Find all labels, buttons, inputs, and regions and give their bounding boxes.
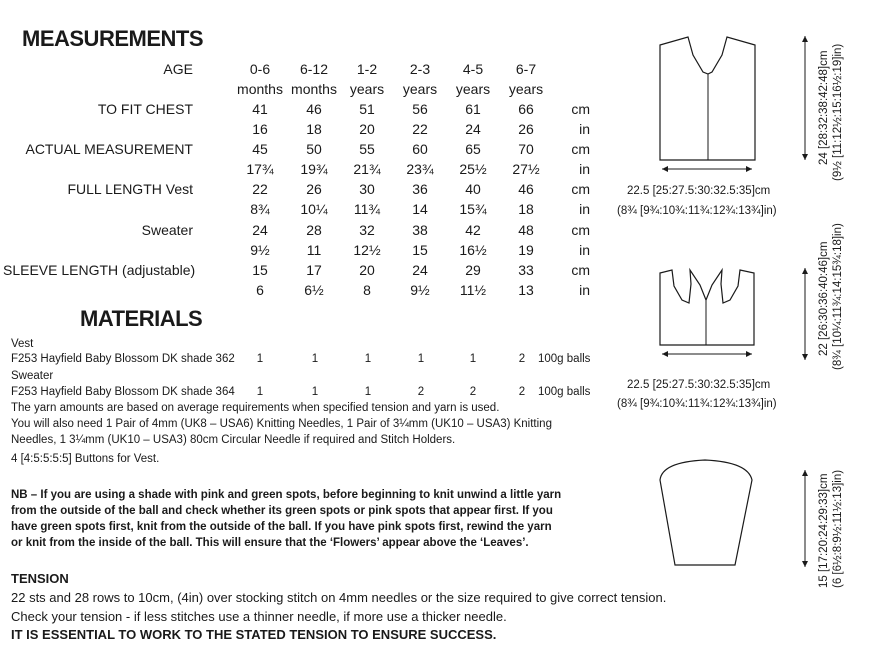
measurement-unit: cm bbox=[571, 181, 590, 197]
tension-line: Check your tension - if less stitches use a thinner needle, if more use a thicker needle. bbox=[11, 609, 507, 624]
measurement-value: 18 bbox=[306, 121, 322, 137]
sweater-unit: 100g balls bbox=[538, 386, 591, 398]
measurement-unit: cm bbox=[571, 222, 590, 238]
vest-label: Vest bbox=[11, 338, 34, 350]
measurement-value: 32 bbox=[359, 222, 375, 238]
row-label: Sweater bbox=[141, 222, 193, 238]
measurement-value: 19 bbox=[518, 242, 534, 258]
measurement-value: 11 bbox=[306, 242, 322, 258]
measurement-value: 46 bbox=[518, 181, 534, 197]
age-unit: years bbox=[508, 81, 544, 97]
measurement-value: 10¼ bbox=[300, 201, 328, 217]
measurement-value: 12½ bbox=[353, 242, 381, 258]
measurement-value: 23¾ bbox=[406, 161, 434, 177]
measurement-value: 70 bbox=[518, 141, 534, 157]
sleeve-shape bbox=[660, 460, 752, 565]
quantity-value: 1 bbox=[417, 353, 425, 365]
materials-note: Needles, 1 3¼mm (UK10 – USA3) 80cm Circular Needle if required and Stitch Holders. bbox=[11, 434, 456, 446]
age-unit: months bbox=[237, 81, 283, 97]
quantity-value: 2 bbox=[518, 386, 526, 398]
measurement-value: 15 bbox=[412, 242, 428, 258]
measurement-value: 16 bbox=[252, 121, 268, 137]
measurement-value: 14 bbox=[412, 201, 428, 217]
materials-note: The yarn amounts are based on average requirements when specified tension and yarn is used. bbox=[11, 402, 500, 414]
measurement-value: 45 bbox=[252, 141, 268, 157]
measurement-value: 36 bbox=[412, 181, 428, 197]
measurement-value: 6 bbox=[256, 282, 264, 298]
tension-line: 22 sts and 28 rows to 10cm, (4in) over stocking stitch on 4mm needles or the size required to give correct tension. bbox=[11, 590, 667, 605]
measurement-unit: in bbox=[579, 242, 590, 258]
sleeve-length-cm: 15 [17:20:24:29:33]cm bbox=[818, 473, 830, 588]
age-unit: months bbox=[291, 81, 337, 97]
measurement-value: 22 bbox=[252, 181, 268, 197]
quantity-value: 1 bbox=[311, 386, 319, 398]
quantity-value: 2 bbox=[518, 353, 526, 365]
quantity-value: 1 bbox=[364, 386, 372, 398]
sweater-length-in: (9½ [11:12½:15:16½:19]in) bbox=[832, 43, 844, 181]
measurement-value: 24 bbox=[412, 262, 428, 278]
measurement-value: 24 bbox=[465, 121, 481, 137]
sleeve-length-in: (6 [6½:8:9½:11½:13]in) bbox=[832, 469, 844, 588]
measurement-value: 38 bbox=[412, 222, 428, 238]
materials-note: 4 [4:5:5:5:5] Buttons for Vest. bbox=[11, 453, 160, 465]
measurement-value: 28 bbox=[306, 222, 322, 238]
sweater-label: Sweater bbox=[11, 370, 54, 382]
measurement-value: 20 bbox=[359, 121, 375, 137]
measurement-unit: cm bbox=[571, 141, 590, 157]
row-label: ACTUAL MEASUREMENT bbox=[25, 141, 193, 157]
age-range: 4-5 bbox=[462, 61, 484, 77]
age-unit: years bbox=[349, 81, 385, 97]
measurement-value: 56 bbox=[412, 101, 428, 117]
measurement-value: 26 bbox=[306, 181, 322, 197]
measurement-value: 18 bbox=[518, 201, 534, 217]
measurement-unit: cm bbox=[571, 262, 590, 278]
measurement-value: 11½ bbox=[459, 282, 487, 298]
age-range: 6-7 bbox=[515, 61, 537, 77]
quantity-value: 1 bbox=[256, 353, 264, 365]
nb-line: have green spots first, knit from the outside of the ball. If you have pink spots first, rewind the yarn bbox=[11, 521, 552, 533]
measurement-value: 29 bbox=[465, 262, 481, 278]
measurement-value: 9½ bbox=[250, 242, 270, 258]
quantity-value: 1 bbox=[469, 353, 477, 365]
measurements-title: MEASUREMENTS bbox=[22, 26, 204, 51]
measurement-value: 40 bbox=[465, 181, 481, 197]
measurement-value: 26 bbox=[518, 121, 534, 137]
materials-title: MATERIALS bbox=[80, 306, 203, 331]
measurement-value: 6½ bbox=[304, 282, 324, 298]
measurement-value: 22 bbox=[412, 121, 428, 137]
measurement-value: 55 bbox=[359, 141, 375, 157]
measurement-value: 30 bbox=[359, 181, 375, 197]
vest-length-in: (8¾ [10¼:11¾:14:15¾:18]in) bbox=[832, 223, 844, 370]
tension-emphasis: IT IS ESSENTIAL TO WORK TO THE STATED TENSION TO ENSURE SUCCESS. bbox=[11, 627, 497, 642]
vest-length-cm: 22 [26:30:36:40:46]cm bbox=[818, 241, 830, 356]
measurement-value: 24 bbox=[252, 222, 268, 238]
measurement-value: 8 bbox=[363, 282, 371, 298]
vest-shape bbox=[660, 270, 754, 345]
age-range: 2-3 bbox=[409, 61, 431, 77]
measurement-value: 42 bbox=[465, 222, 481, 238]
measurement-unit: in bbox=[579, 121, 590, 137]
measurement-value: 15¾ bbox=[459, 201, 487, 217]
measurement-unit: in bbox=[579, 161, 590, 177]
sweater-length-cm: 24 [28:32:38:42:48]cm bbox=[818, 50, 830, 165]
measurement-value: 33 bbox=[518, 262, 534, 278]
vest-width-cm: 22.5 [25:27.5:30:32.5:35]cm bbox=[627, 379, 771, 391]
measurement-value: 13 bbox=[518, 282, 534, 298]
age-range: 0-6 bbox=[249, 61, 271, 77]
row-label: TO FIT CHEST bbox=[97, 101, 193, 117]
measurement-value: 61 bbox=[465, 101, 481, 117]
measurement-unit: in bbox=[579, 282, 590, 298]
measurement-value: 9½ bbox=[410, 282, 430, 298]
measurement-value: 16½ bbox=[459, 242, 487, 258]
measurement-value: 11¾ bbox=[353, 201, 381, 217]
measurement-value: 51 bbox=[359, 101, 375, 117]
row-label: SLEEVE LENGTH (adjustable) bbox=[3, 262, 196, 278]
measurement-value: 17¾ bbox=[246, 161, 274, 177]
row-label: FULL LENGTH Vest bbox=[67, 181, 193, 197]
measurement-unit: cm bbox=[571, 101, 590, 117]
nb-line: from the outside of the ball and check whether its green spots or pink spots that appear first. If you bbox=[11, 505, 553, 517]
measurement-value: 25½ bbox=[459, 161, 487, 177]
nb-line: NB – If you are using a shade with pink and green spots, before beginning to knit unwind a little yarn bbox=[11, 489, 562, 501]
measurement-value: 48 bbox=[518, 222, 534, 238]
measurement-value: 46 bbox=[306, 101, 322, 117]
age-unit: years bbox=[402, 81, 438, 97]
age-range: 1-2 bbox=[356, 61, 378, 77]
sweater-width-cm: 22.5 [25:27.5:30:32.5:35]cm bbox=[627, 185, 771, 197]
measurement-value: 19¾ bbox=[300, 161, 328, 177]
sweater-body-shape bbox=[660, 37, 755, 160]
measurement-value: 66 bbox=[518, 101, 534, 117]
age-unit: years bbox=[455, 81, 491, 97]
measurement-unit: in bbox=[579, 201, 590, 217]
measurement-value: 41 bbox=[252, 101, 268, 117]
sweater-width-in: (8¾ [9¾:10¾:11¾:12¾:13¾]in) bbox=[617, 205, 777, 217]
tension-title: TENSION bbox=[11, 571, 69, 586]
vest-width-in: (8¾ [9¾:10¾:11¾:12¾:13¾]in) bbox=[617, 398, 777, 410]
age-range: 6-12 bbox=[299, 61, 329, 77]
measurement-value: 65 bbox=[465, 141, 481, 157]
vest-unit: 100g balls bbox=[538, 353, 591, 365]
materials-note: You will also need 1 Pair of 4mm (UK8 – USA6) Knitting Needles, 1 Pair of 3¼mm (UK10 – USA3) Knitting bbox=[11, 418, 552, 430]
quantity-value: 2 bbox=[469, 386, 477, 398]
vest-yarn: F253 Hayfield Baby Blossom DK shade 362 bbox=[11, 353, 235, 365]
quantity-value: 1 bbox=[311, 353, 319, 365]
age-label: AGE bbox=[163, 61, 193, 77]
measurement-value: 21¾ bbox=[353, 161, 381, 177]
measurement-value: 50 bbox=[306, 141, 322, 157]
measurement-value: 20 bbox=[359, 262, 375, 278]
quantity-value: 1 bbox=[364, 353, 372, 365]
quantity-value: 1 bbox=[256, 386, 264, 398]
nb-line: or knit from the inside of the ball. This will ensure that the ‘Flowers’ appear above the ‘Leaves’. bbox=[11, 537, 529, 549]
sweater-yarn: F253 Hayfield Baby Blossom DK shade 364 bbox=[11, 386, 235, 398]
measurement-value: 27½ bbox=[512, 161, 540, 177]
quantity-value: 2 bbox=[417, 386, 425, 398]
measurement-value: 17 bbox=[306, 262, 322, 278]
measurement-value: 15 bbox=[252, 262, 268, 278]
measurement-value: 60 bbox=[412, 141, 428, 157]
measurement-value: 8¾ bbox=[250, 201, 270, 217]
